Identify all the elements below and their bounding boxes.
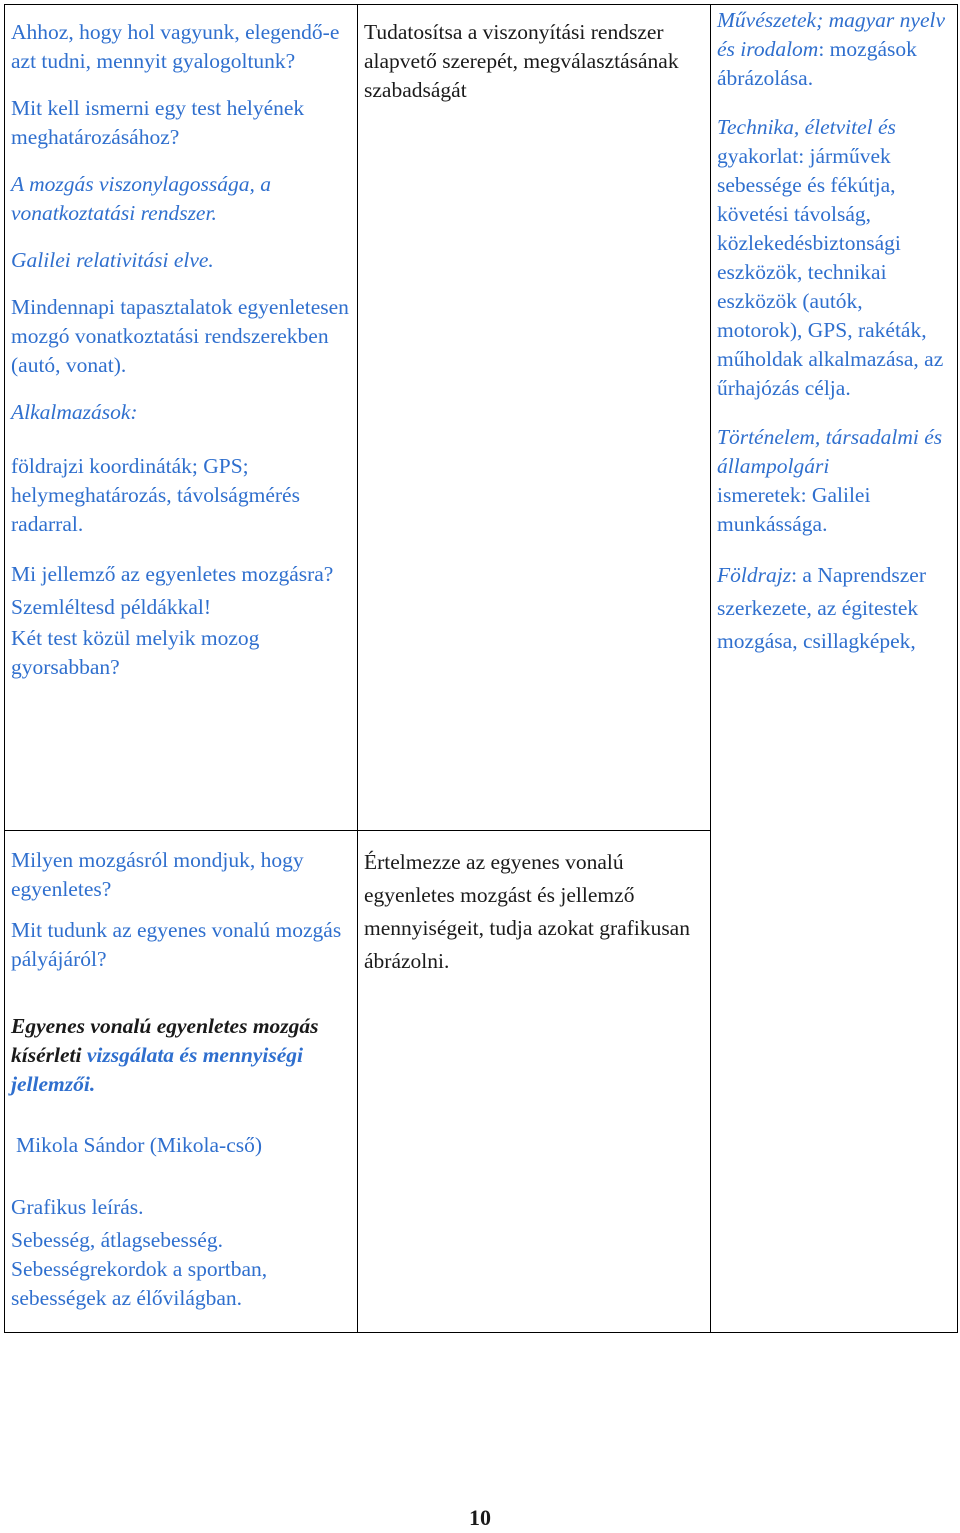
arts-text: : mozgások ábrázolása. [717,37,917,90]
galilei-topic: Galilei relativitási elve. [11,248,214,272]
row-divider [4,830,710,831]
everyday-experience: Mindennapi tapasztalatok egyenletesen mozgó vonatkoztatási rendszerekben (autó, vonat). [11,295,349,377]
question-path: Mit tudunk az egyenes vonalú mozgás pályájáról? [11,918,342,971]
question-when-uniform: Milyen mozgásról mondjuk, hogy egyenletes? [11,848,304,901]
question-faster: Két test közül melyik mozog gyorsabban? [11,626,260,679]
speed-records: Sebességrekordok a sportban, sebességek az élővilágban. [11,1257,268,1310]
relativity-topic: A mozgás viszonylagossága, a vonatkoztatási rendszer. [11,172,272,225]
column2-row2 [364,846,699,978]
question-where: Ahhoz, hogy hol vagyunk, elegendő-e azt tudni, mennyit gyalogoltunk? [11,20,340,73]
history-subject: Történelem, társadalmi és állampolgári [717,425,943,478]
arts-subject: Művészetek; magyar nyelv és irodalom [717,8,946,61]
column1-row1 [11,18,353,682]
mikola-tube: Mikola Sándor (Mikola-cső) [16,1133,263,1157]
history-text: ismeretek: Galilei munkássága. [717,483,871,536]
technology-text: gyakorlat: járművek sebessége és fékútja, követési távolság, közlekedésbiztonsági eszközök, technikai eszközök (autók, motorok), GPS, rakéták, műholdak alkalmazása, az űrhajózás célja. [717,144,944,400]
table-right-border [957,4,958,1333]
goal-reference-frame: Tudatosítsa a viszonyítási rendszer alapvető szerepét, megválasztásának szabadságát [364,20,679,102]
experiment-topic [11,1012,353,1099]
column2-row1 [364,18,699,105]
experiment-topic-black: Egyenes vonalú egyenletes mozgás kísérleti [11,1014,319,1067]
applications-label: Alkalmazások: [11,400,138,424]
table-left-border [4,4,5,1333]
page-number: 10 [469,1505,491,1530]
question-uniform-motion: Mi jellemző az egyenletes mozgásra? Szemléltesd példákkal! [11,562,334,619]
goal-uniform-motion: Értelmezze az egyenes vonalú egyenletes mozgást és jellemző mennyiségeit, tudja azokat grafikusan ábrázolni. [364,850,690,973]
geography-subject: Földrajz [717,563,792,587]
technology-subject: Technika, életvitel és [717,115,896,139]
arts-connection [717,6,953,93]
geography-connection [717,559,953,658]
column-divider-1 [357,4,358,1333]
graphic-description: Grafikus leírás. [11,1195,144,1219]
table-top-border [4,4,958,5]
column-divider-2 [710,4,711,1333]
column1-row2 [11,846,353,1313]
column3-bottom-border [710,1332,958,1333]
experiment-topic-blue: vizsgálata és mennyiségi jellemzői. [11,1043,304,1096]
geography-text: : a Naprendszer szerkezete, az égitestek mozgása, csillagképek, [717,563,926,653]
column3 [717,6,953,658]
applications-text: földrajzi koordináták; GPS; helymeghatározás, távolságmérés radarral. [11,454,300,536]
speed-topic: Sebesség, átlagsebesség. [11,1228,223,1252]
question-position: Mit kell ismerni egy test helyének meghatározásához? [11,96,305,149]
